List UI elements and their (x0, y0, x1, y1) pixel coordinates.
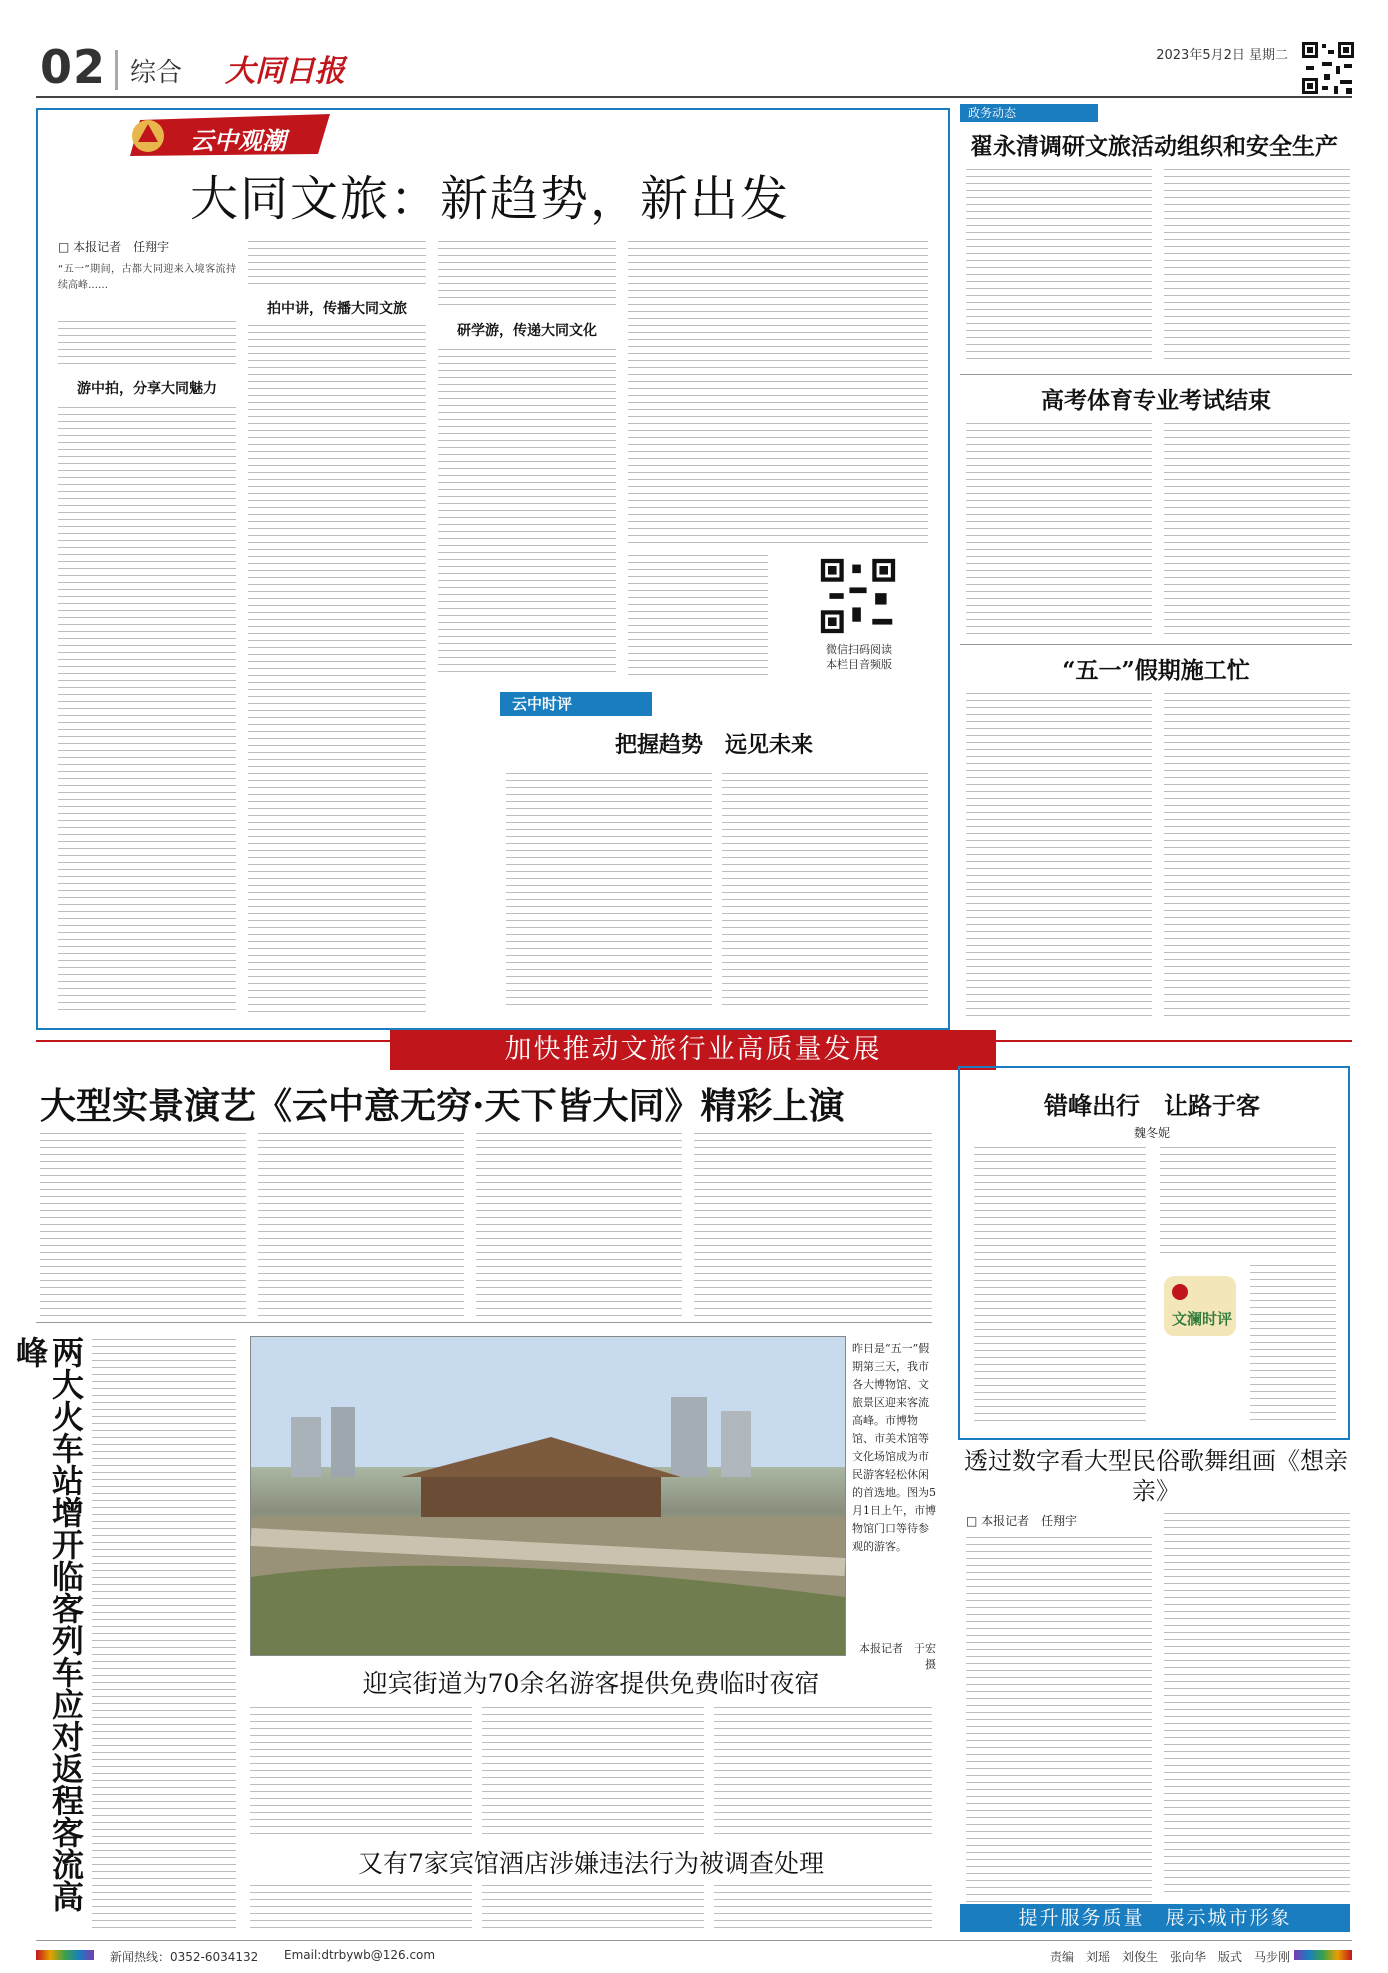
qr-caption: 微信扫码阅读 本栏目音频版 (826, 643, 892, 671)
header-divider (115, 50, 118, 90)
article-text-col4b (628, 552, 768, 678)
article-title-exam: 高考体育专业考试结束 (1041, 387, 1271, 414)
museum-photo-illustration (251, 1337, 845, 1655)
photo-caption: 昨日是“五一”假期第三天，我市各大博物馆、文旅景区迎来客流高峰。市博物馆、市美术馆等文化场馆成为市民游客轻松休闲的首选地。图为5月1日上午，市博物馆门口等待参观的游客。 (852, 1342, 936, 1553)
article-text-exam-1 (966, 420, 1152, 634)
issue-date: 2023年5月2日 星期二 (1156, 48, 1288, 63)
show-text-col4 (694, 1130, 932, 1316)
photo-credit: 本报记者 于宏摄 (859, 1642, 936, 1671)
lodging-text-col2 (482, 1704, 704, 1840)
hotels-text-col2 (482, 1882, 704, 1932)
vertical-headline: 两大火车站增开临客列车应对返程客流高峰 (11, 1336, 85, 1912)
article-text-col2b (248, 322, 426, 1016)
subhead-2: 拍中讲，传播大同文旅 (267, 301, 407, 317)
feature-lead-body (58, 318, 236, 366)
commentary-tag (500, 692, 652, 716)
commentary-tag-label: 云中时评 (512, 695, 573, 713)
article-text-exam-2 (1164, 420, 1350, 634)
footer-editors: 责编 刘瑶 刘俊生 张向华 版式 马步刚 (1050, 1950, 1291, 1964)
essay-title: 错峰出行 让路于客 (1044, 1091, 1260, 1120)
hotels-text-col1 (250, 1882, 472, 1932)
commentary-text-col1 (506, 770, 712, 1010)
subhead-1: 游中拍，分享大同魅力 (77, 381, 217, 397)
masthead-logo: 大同日报 (225, 54, 345, 89)
page-number: 02 (40, 40, 107, 94)
essay-stamp (1160, 1262, 1240, 1354)
show-text-col2 (258, 1130, 464, 1316)
main-headline: 大型实景演艺《云中意无穷·天下皆大同》精彩上演 (40, 1085, 845, 1127)
column-tag (130, 112, 340, 160)
divider-2 (960, 644, 1352, 645)
section-banner: 加快推动文旅行业高质量发展 (390, 1030, 996, 1070)
dance-text-col2 (1164, 1510, 1350, 1894)
dance-byline: □ 本报记者 任翔宇 (966, 1514, 1078, 1528)
column-tag-label: 云中观潮 (190, 127, 286, 155)
divider-3 (36, 1322, 932, 1323)
footer-rule (36, 1940, 1352, 1941)
stamp-label: 文澜时评 (1172, 1310, 1233, 1328)
gov-news-tag (960, 104, 1098, 122)
header-rule (36, 96, 1352, 98)
article-text-inspection-1 (966, 166, 1152, 364)
qr-code-icon (1300, 40, 1356, 96)
dance-text-col1 (966, 1534, 1152, 1926)
divider-1 (960, 374, 1352, 375)
hotels-text-col3 (714, 1882, 932, 1932)
subhead-3: 研学游，传递大同文化 (457, 323, 597, 339)
article-text-col4a (628, 238, 928, 548)
feature-title: 大同文旅：新趋势，新出发 (189, 171, 790, 227)
article-title-inspection: 翟永清调研文旅活动组织和安全生产 (970, 133, 1338, 160)
gov-news-tag-label: 政务动态 (968, 106, 1017, 120)
museum-photo (250, 1336, 846, 1656)
footer-email: Email:dtrbywb@126.com (284, 1948, 436, 1962)
feature-byline: □ 本报记者 任翔宇 (58, 240, 170, 254)
show-text-col3 (476, 1130, 682, 1316)
section-name: 综合 (130, 58, 183, 88)
article-qr-code-icon[interactable] (818, 556, 898, 636)
footer-hotline: 新闻热线：0352-6034132 (110, 1950, 259, 1964)
trains-text (92, 1336, 236, 1930)
lodging-text-col3 (714, 1704, 932, 1840)
article-title-lodging: 迎宾街道为70余名游客提供免费临时夜宿 (362, 1669, 820, 1698)
article-title-dance: 透过数字看大型民俗歌舞组画《想亲亲》 (964, 1447, 1348, 1505)
article-text-col3a (438, 238, 616, 310)
service-banner: 提升服务质量 展示城市形象 (960, 1904, 1350, 1932)
article-text-col2a (248, 238, 426, 290)
commentary-text-col2 (722, 770, 928, 1010)
article-text-col1 (58, 404, 236, 1016)
feature-lead: “五一”期间，古都大同迎来入境客流持续高峰…… (58, 264, 236, 291)
essay-text-col3 (1250, 1262, 1336, 1426)
article-text-col3b (438, 346, 616, 678)
essay-text-col2 (1160, 1144, 1336, 1256)
article-title-construction: “五一”假期施工忙 (1062, 657, 1250, 684)
lodging-text-col1 (250, 1704, 472, 1840)
qr-block (790, 552, 928, 678)
article-text-construction-2 (1164, 690, 1350, 1020)
article-text-construction-1 (966, 690, 1152, 1020)
color-bar-right (1294, 1950, 1352, 1960)
essay-author: 魏冬妮 (1133, 1126, 1170, 1140)
essay-text-col1 (974, 1144, 1146, 1426)
color-bar-left (36, 1950, 94, 1960)
commentary-title: 把握趋势 远见未来 (614, 732, 813, 758)
show-text-col1 (40, 1130, 246, 1316)
article-text-inspection-2 (1164, 166, 1350, 364)
article-title-hotels: 又有7家宾馆酒店涉嫌违法行为被调查处理 (358, 1849, 824, 1878)
